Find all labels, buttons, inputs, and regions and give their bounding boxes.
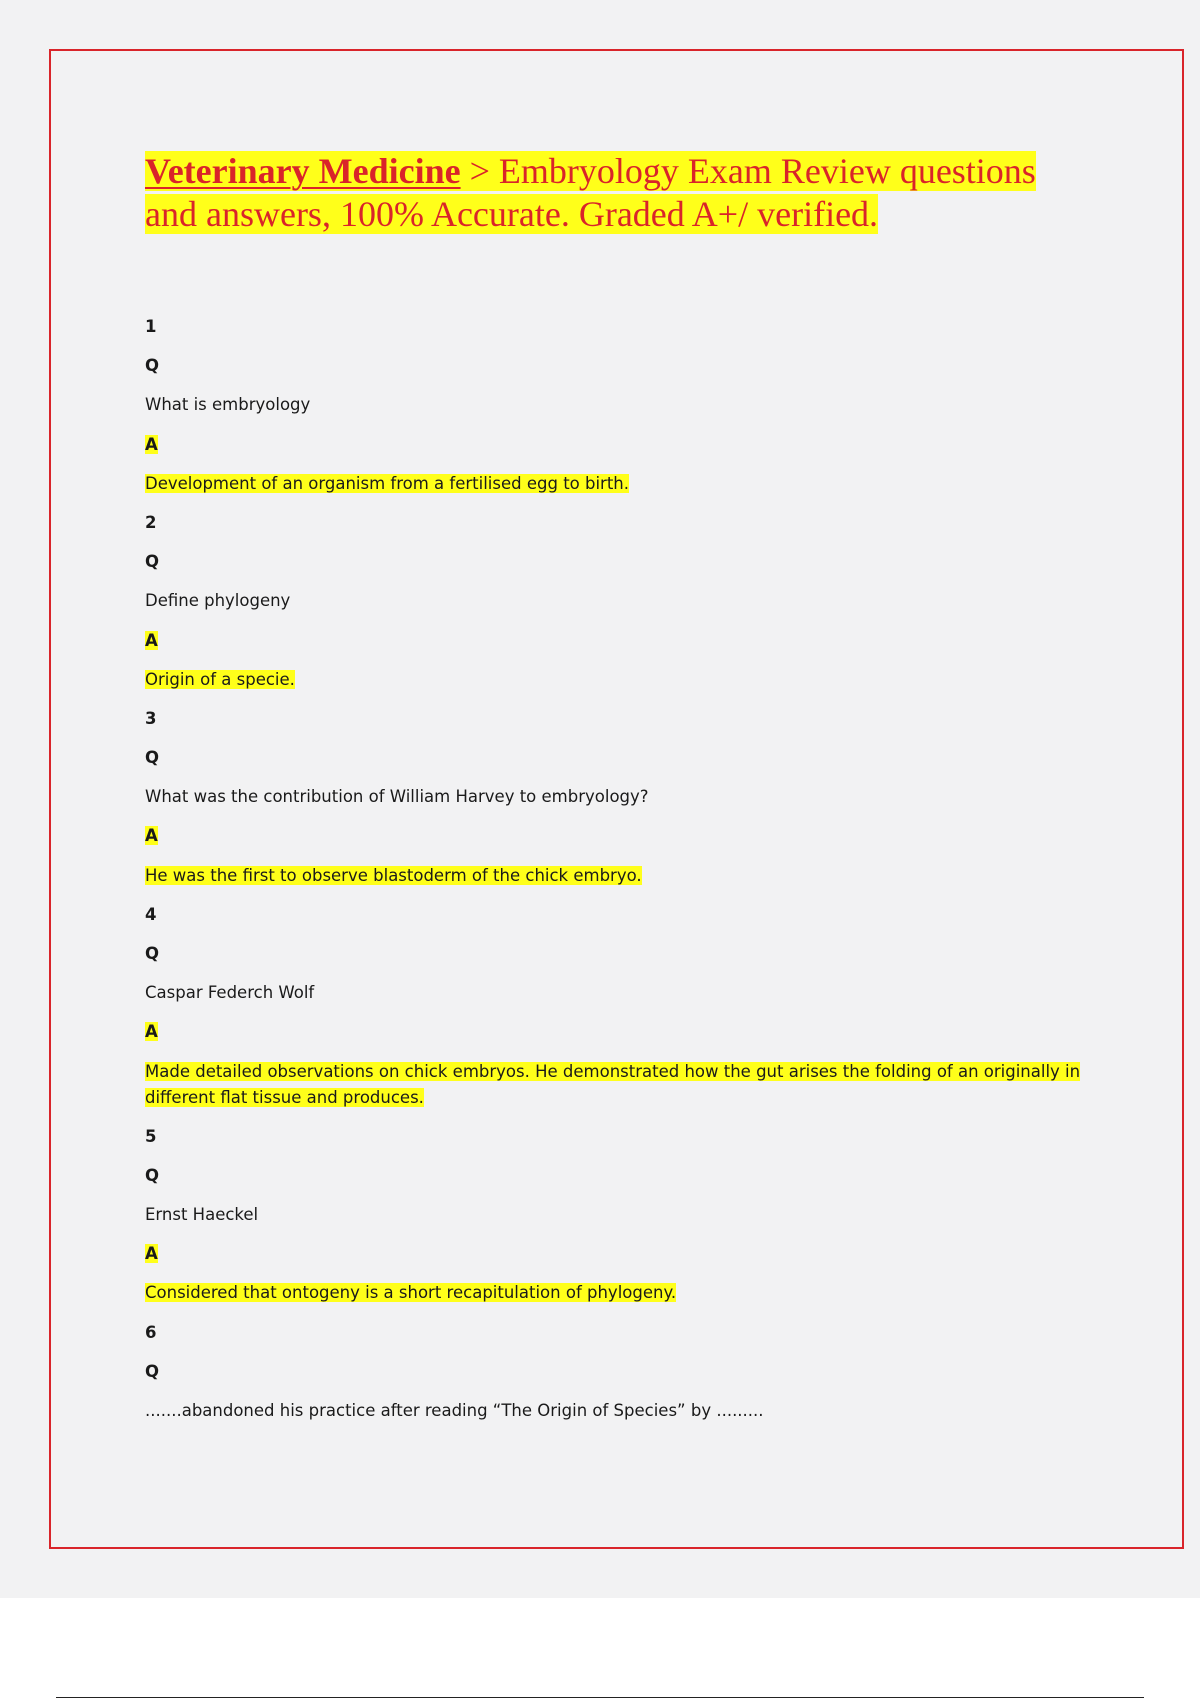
question-number: 5	[145, 1126, 157, 1146]
question-number: 4	[145, 904, 157, 924]
question-label: Q	[145, 944, 160, 963]
question-text: Ernst Haeckel	[145, 1204, 259, 1224]
question-text: .......abandoned his practice after reading “The Origin of Species” by .........	[145, 1400, 764, 1420]
answer-text: Development of an organism from a fertilised egg to birth.	[145, 473, 630, 493]
question-number: 1	[145, 317, 157, 336]
question-text: Caspar Federch Wolf	[145, 983, 315, 1003]
question-label: Q	[145, 748, 160, 768]
answer-text: Origin of a specie.	[145, 669, 295, 689]
question-label: Q	[145, 356, 160, 376]
answer-label: A	[145, 1022, 158, 1042]
question-number: 2	[145, 512, 157, 532]
answer-label: A	[145, 630, 158, 650]
question-number: 3	[145, 708, 157, 728]
answer-text: He was the first to observe blastoderm of the chick embryo.	[145, 865, 642, 885]
footer-rule	[56, 1697, 1144, 1698]
document-title	[145, 150, 1075, 236]
answer-text: Made detailed observations on chick embryos. He demonstrated how the gut arises the folding of an originally in different flat tissue and produces.	[145, 1061, 1081, 1107]
question-text: What was the contribution of William Harvey to embryology?	[145, 787, 649, 807]
question-text: Define phylogeny	[145, 591, 291, 611]
question-label: Q	[145, 1361, 160, 1381]
question-label: Q	[145, 1165, 160, 1185]
question-number: 6	[145, 1322, 157, 1342]
answer-text: Considered that ontogeny is a short recapitulation of phylogeny.	[145, 1283, 677, 1303]
question-label: Q	[145, 552, 160, 572]
answer-label: A	[145, 434, 158, 454]
qa-list	[145, 314, 1085, 1437]
answer-label: A	[145, 1244, 158, 1264]
answer-label: A	[145, 826, 158, 846]
title-text: > Embryology Exam Review questions and answers, 100% Accurate. Graded A+/ verified.	[145, 151, 1036, 234]
title-category-link[interactable]: Veterinary Medicine	[145, 151, 461, 191]
question-text: What is embryology	[145, 395, 311, 415]
